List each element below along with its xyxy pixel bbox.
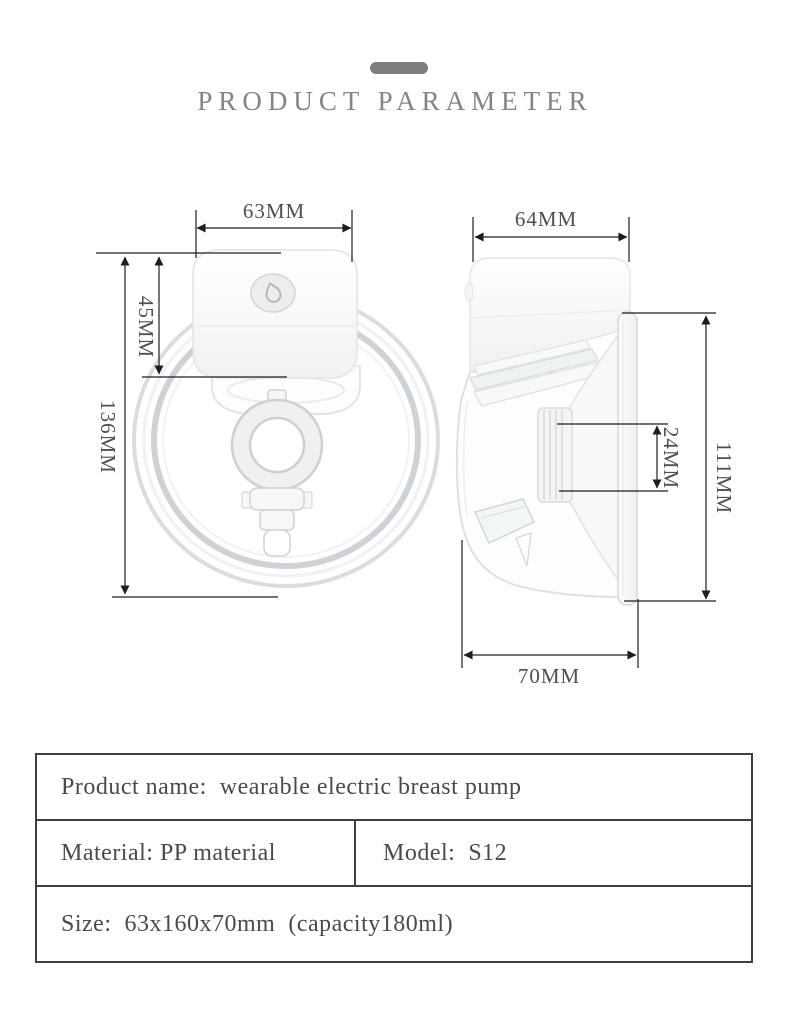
dim-label-front-top-width: 63MM bbox=[242, 199, 306, 223]
dim-label-side-top-width: 64MM bbox=[514, 207, 578, 231]
dim-label-front-motor-height: 45MM bbox=[134, 295, 158, 359]
table-row-product-name bbox=[37, 755, 751, 821]
dim-label-side-bottom-depth: 70MM bbox=[517, 664, 581, 688]
size-cell: Size: 63x160x70mm (capacity180ml) bbox=[61, 910, 454, 937]
dim-label-front-total-height: 136MM bbox=[96, 400, 120, 474]
dim-label-side-neck-height: 24MM bbox=[659, 426, 683, 490]
page-title: PRODUCT PARAMETER bbox=[197, 86, 593, 116]
title-accent-bar bbox=[370, 62, 428, 74]
spec-table bbox=[35, 753, 753, 963]
dim-label-side-shield-height: 111MM bbox=[712, 441, 736, 515]
model-cell: Model: S12 bbox=[383, 839, 508, 866]
material-cell: Material: PP material bbox=[37, 821, 356, 885]
product-name-cell: Product name: wearable electric breast pump bbox=[61, 773, 522, 800]
table-row-material-model bbox=[37, 821, 751, 887]
table-row-size bbox=[37, 887, 751, 961]
